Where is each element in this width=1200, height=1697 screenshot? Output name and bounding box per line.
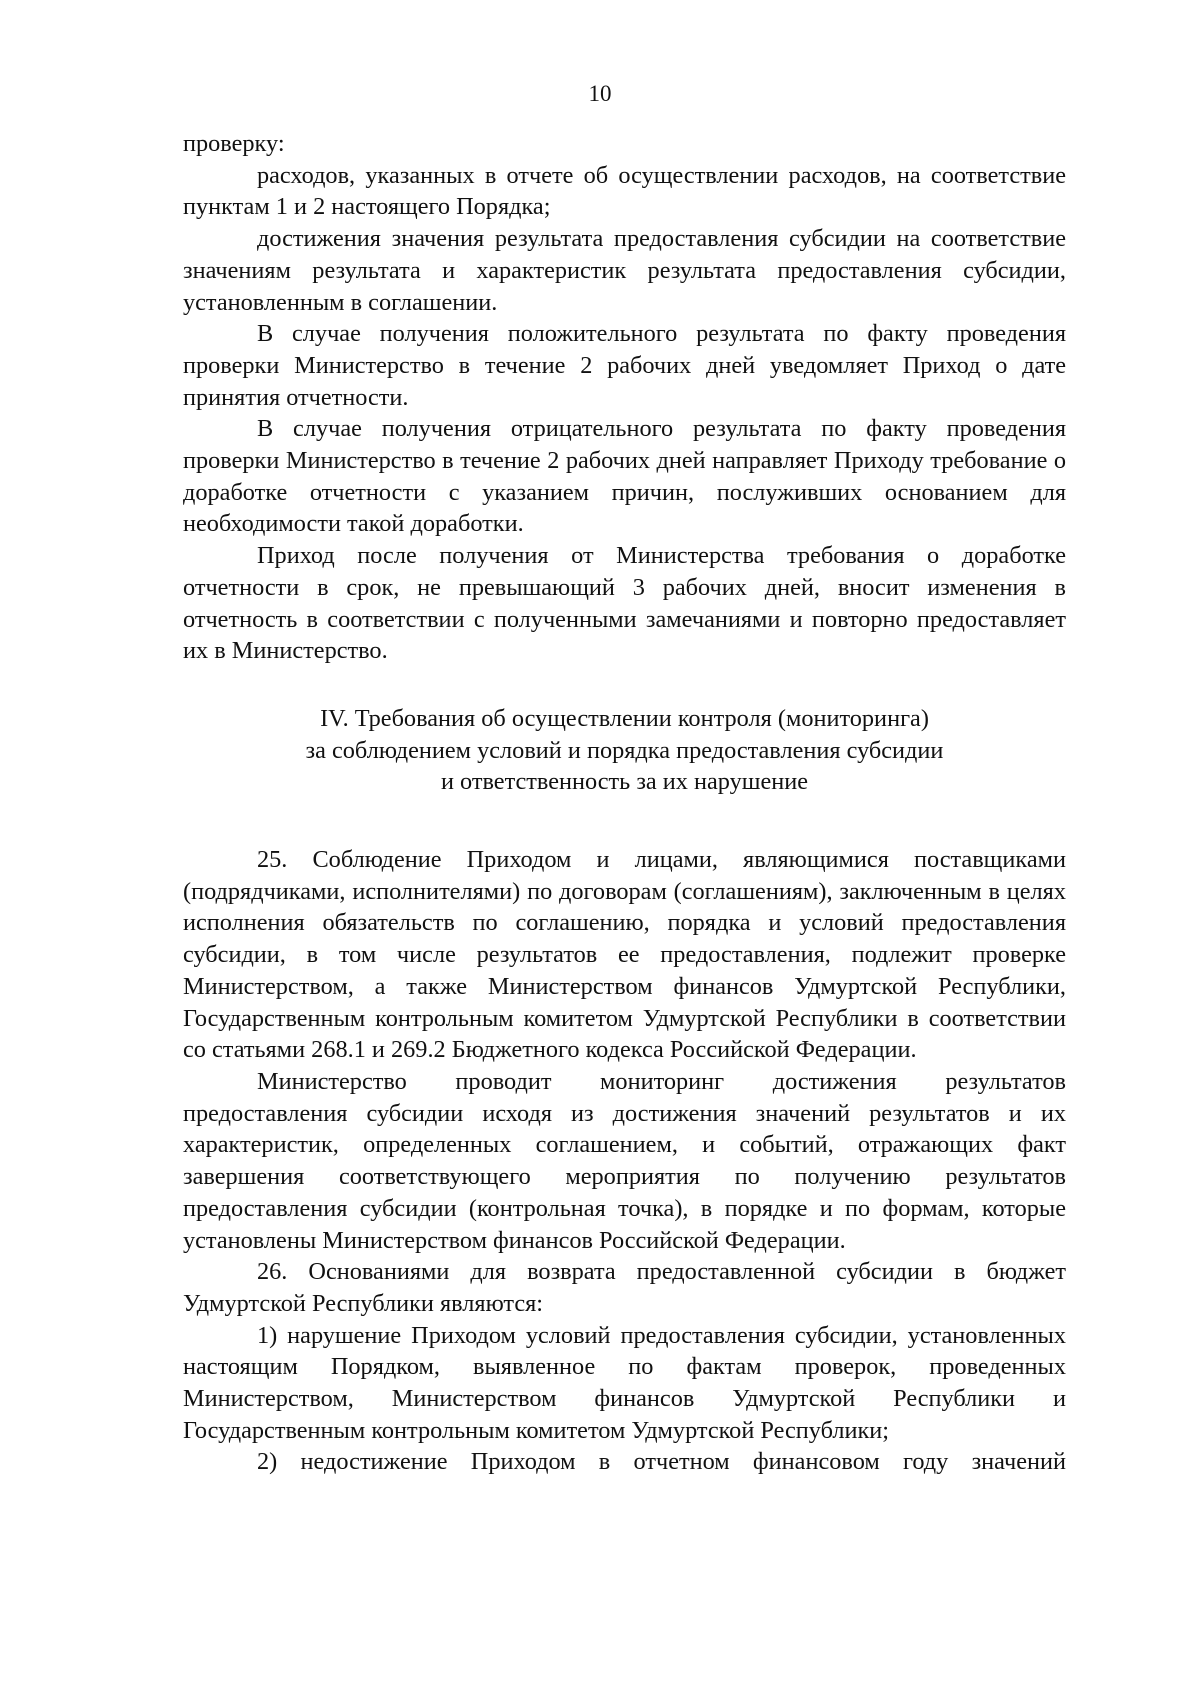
paragraph: 2) недостижение Приходом в отчетном финансовом году значений (257, 1448, 1066, 1476)
section-heading (183, 703, 1066, 798)
paragraph: достижения значения результата предоставления субсидии на соответствие значениям результата и характеристик результата предоставления субсидии, установленным в соглашении. (183, 225, 1066, 316)
paragraph: проверку: (183, 130, 285, 157)
section-heading-line: и ответственность за их нарушение (440, 768, 809, 796)
section-heading-line: IV. Требования об осуществлении контроля (мониторинга) (320, 704, 929, 732)
top-text-block (183, 128, 1066, 667)
paragraph: 1) нарушение Приходом условий предоставления субсидии, установленных настоящим Порядком, выявленное по фактам проверок, проведенных Министерством, Министерством финансов Удмуртской Республики и Государственным контрольным комитетом Удмуртской Республики; (183, 1321, 1066, 1444)
paragraph: В случае получения отрицательного результата по факту проведения проверки Министерство в течение 2 рабочих дней направляет Приходу требование о доработке отчетности с указанием причин, послуживших основанием для необходимости такой доработки. (183, 415, 1066, 538)
section-heading-line: за соблюдением условий и порядка предоставления субсидии (305, 736, 944, 764)
paragraph: расходов, указанных в отчете об осуществлении расходов, на соответствие пунктам 1 и 2 настоящего Порядка; (183, 161, 1066, 221)
paragraph: 25. Соблюдение Приходом и лицами, являющимися поставщиками (подрядчиками, исполнителями) по договорам (соглашениям), заключенным в целях исполнения обязательств по соглашению, порядка и условий предоставления субсидии, в том числе результатов ее предоставления, подлежит проверке Министерством, а также Министерством финансов Удмуртской Республики, Государственным контрольным комитетом Удмуртской Республики в соответствии со статьями 268.1 и 269.2 Бюджетного кодекса Российской Федерации. (183, 846, 1066, 1064)
bottom-text-block (183, 844, 1066, 1478)
page-number: 10 (588, 81, 612, 106)
paragraph: В случае получения положительного результата по факту проведения проверки Министерство в течение 2 рабочих дней уведомляет Приход о дате принятия отчетности. (183, 320, 1066, 411)
paragraph: 26. Основаниями для возврата предоставленной субсидии в бюджет Удмуртской Республики являются: (183, 1258, 1066, 1317)
paragraph: Министерство проводит мониторинг достижения результатов предоставления субсидии исходя из достижения значений результатов и их характеристик, определенных соглашением, и событий, отражающих факт завершения соответствующего мероприятия по получению результатов предоставления субсидии (контрольная точка), в порядке и по формам, которые установлены Министерством финансов Российской Федерации. (183, 1067, 1066, 1254)
paragraph: Приход после получения от Министерства требования о доработке отчетности в срок, не превышающий 3 рабочих дней, вносит изменения в отчетность в соответствии с полученными замечаниями и повторно предоставляет их в Министерство. (183, 542, 1066, 665)
